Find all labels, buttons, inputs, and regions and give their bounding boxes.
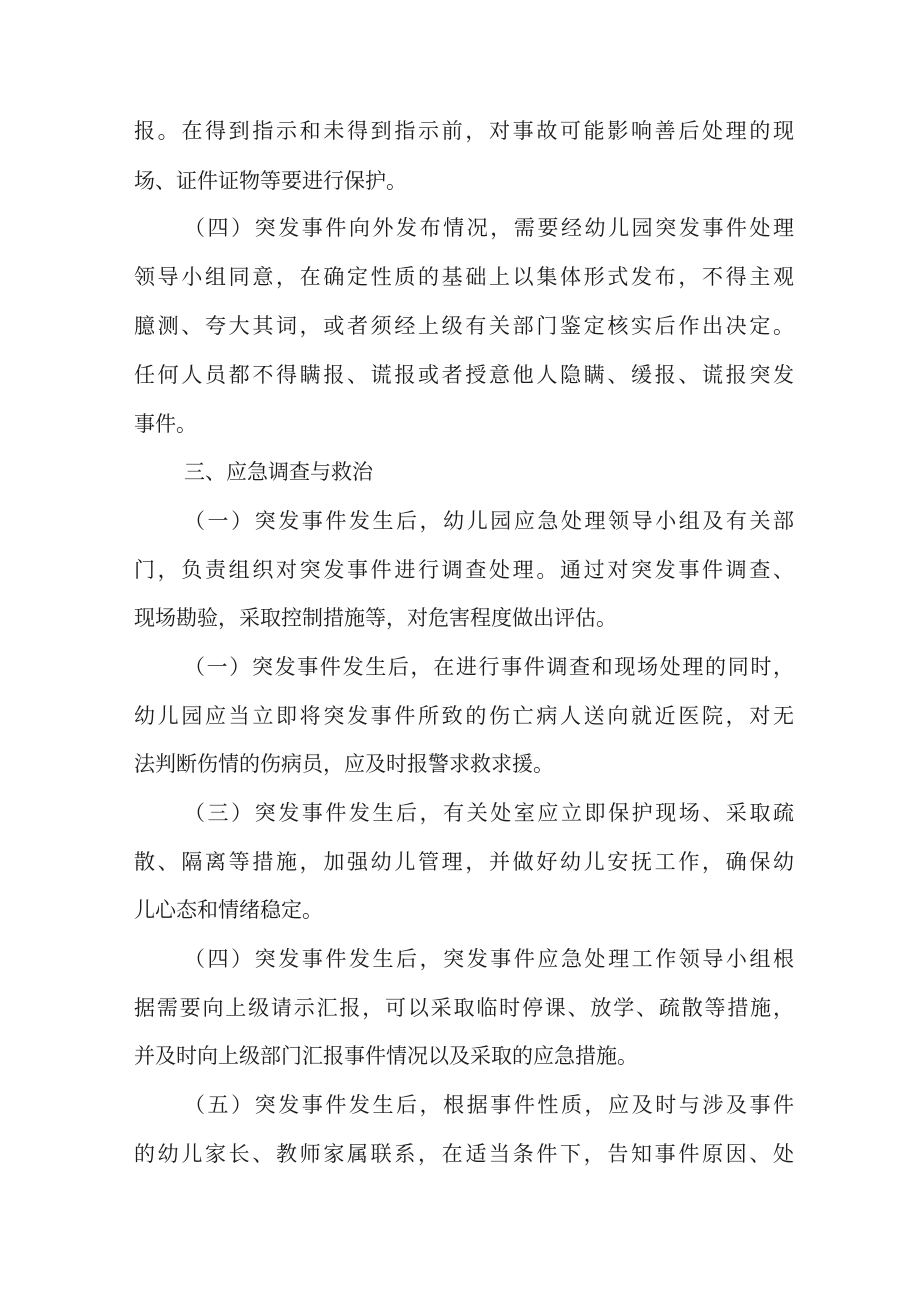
text-line: 儿心态和情绪稳定。 <box>134 898 323 922</box>
paragraph-first-line: （一）突发事件发生后，在进行事件调查和现场处理的同时， <box>184 655 794 679</box>
paragraph-first-line: （三）突发事件发生后，有关处室应立即保护现场、采取疏 <box>184 801 794 825</box>
text-line: 事件。 <box>134 412 197 436</box>
text-line: 任何人员都不得瞒报、谎报或者授意他人隐瞒、缓报、谎报突发 <box>134 363 794 387</box>
paragraph-first-line: （四）突发事件发生后，突发事件应急处理工作领导小组根 <box>184 947 794 971</box>
text-line: 散、隔离等措施，加强幼儿管理，并做好幼儿安抚工作，确保幼 <box>134 850 794 874</box>
text-line: 并及时向上级部门汇报事件情况以及采取的应急措施。 <box>134 1044 638 1068</box>
paragraph-first-line: （一）突发事件发生后，幼儿园应急处理领导小组及有关部 <box>184 509 794 533</box>
text-line: 臆测、夸大其词，或者须经上级有关部门鉴定核实后作出决定。 <box>134 314 794 338</box>
text-line: 门，负责组织对突发事件进行调查处理。通过对突发事件调查、 <box>134 558 794 582</box>
text-line: 的幼儿家长、教师家属联系，在适当条件下，告知事件原因、处 <box>134 1142 794 1166</box>
paragraph-first-line: （五）突发事件发生后，根据事件性质，应及时与涉及事件 <box>184 1093 794 1117</box>
text-line: 法判断伤情的伤病员，应及时报警求救求援。 <box>134 752 554 776</box>
text-line: 现场勘验，采取控制措施等，对危害程度做出评估。 <box>134 606 617 630</box>
text-line: 场、证件证物等要进行保护。 <box>134 169 407 193</box>
section-heading: 三、应急调查与救治 <box>184 460 373 484</box>
text-line: 据需要向上级请示汇报，可以采取临时停课、放学、疏散等措施， <box>134 996 794 1020</box>
text-line: 报。在得到指示和未得到指示前，对事故可能影响善后处理的现 <box>134 119 794 143</box>
text-line: 幼儿园应当立即将突发事件所致的伤亡病人送向就近医院，对无 <box>134 704 794 728</box>
paragraph-first-line: （四）突发事件向外发布情况，需要经幼儿园突发事件处理 <box>184 216 794 240</box>
text-line: 领导小组同意，在确定性质的基础上以集体形式发布，不得主观 <box>134 265 794 289</box>
